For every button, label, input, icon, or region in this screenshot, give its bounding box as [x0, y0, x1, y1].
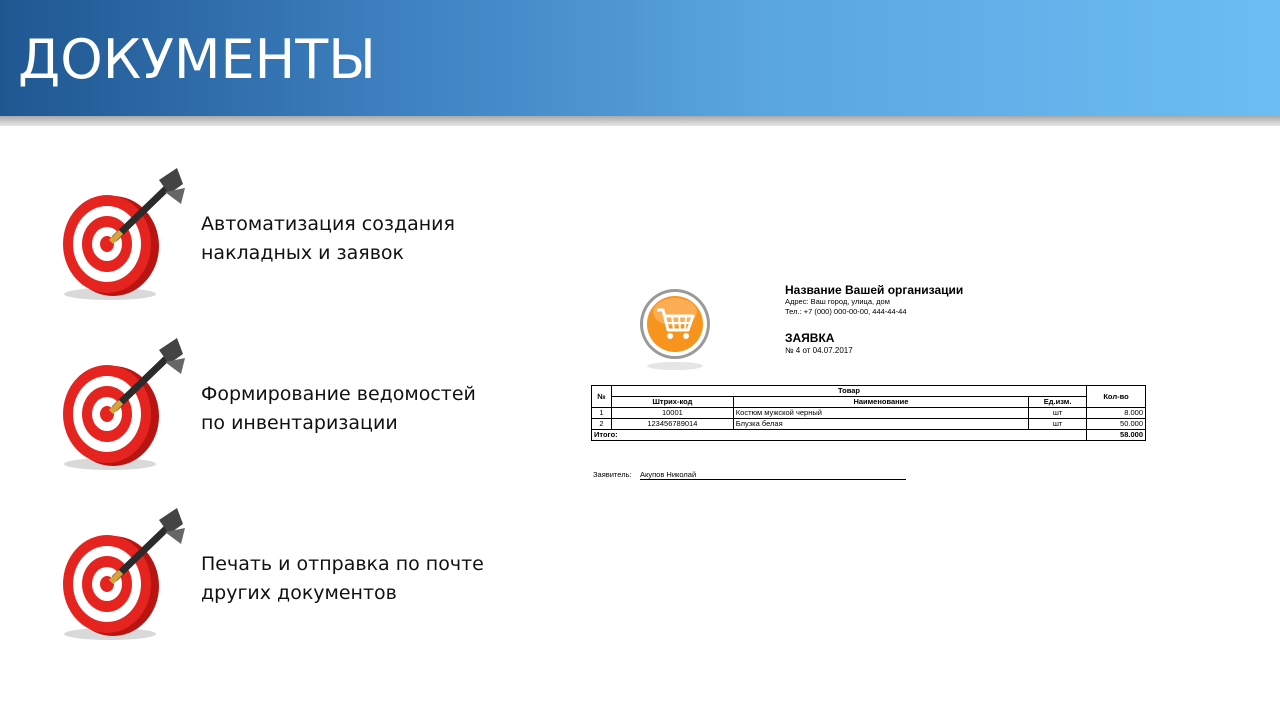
dart-target-icon — [55, 506, 190, 646]
column-header-no: № — [592, 386, 612, 408]
organization-name: Название Вашей организации — [785, 283, 964, 297]
cell-barcode: 123456789014 — [611, 419, 733, 430]
document-title: ЗАЯВКА — [785, 331, 835, 345]
total-value: 58.000 — [1087, 430, 1146, 441]
cell-name: Блузка белая — [733, 419, 1028, 430]
cell-unit: шт — [1029, 408, 1087, 419]
organization-address: Адрес: Ваш город, улица, дом — [785, 297, 890, 306]
cell-qty: 8.000 — [1087, 408, 1146, 419]
feature-text: Печать и отправка по почте других документов — [201, 553, 484, 604]
table-header-row — [592, 386, 1146, 397]
column-header-name: Наименование — [733, 397, 1028, 408]
column-header-unit: Ед.изм. — [1029, 397, 1087, 408]
table-subheader-row — [592, 397, 1146, 408]
feature-text: Формирование ведомостей по инвентаризации — [201, 383, 476, 434]
cell-qty: 50.000 — [1087, 419, 1146, 430]
total-label: Итого: — [592, 430, 1087, 441]
document-number: № 4 от 04.07.2017 — [785, 346, 853, 355]
feature-text: Автоматизация создания накладных и заявок — [201, 213, 455, 264]
shopping-cart-icon — [638, 286, 712, 376]
column-header-barcode: Штрих-код — [611, 397, 733, 408]
feature-item-1 — [55, 166, 495, 306]
cell-unit: шт — [1029, 419, 1087, 430]
feature-item-2 — [55, 336, 495, 476]
feature-item-3 — [55, 506, 495, 646]
dart-target-icon — [55, 336, 190, 476]
signer-label: Заявитель: — [593, 470, 632, 479]
table-total-row — [592, 430, 1146, 441]
page-title: ДОКУМЕНТЫ — [18, 28, 376, 91]
column-header-qty: Кол-во — [1087, 386, 1146, 408]
table-row — [592, 419, 1146, 430]
organization-phone: Тел.: +7 (000) 000-00-00, 444-44-44 — [785, 307, 907, 316]
cell-no: 1 — [592, 408, 612, 419]
cell-barcode: 10001 — [611, 408, 733, 419]
table-row — [592, 408, 1146, 419]
dart-target-icon — [55, 166, 190, 306]
header-divider — [0, 116, 1280, 126]
signature-line — [640, 479, 906, 480]
goods-table — [591, 385, 1146, 441]
document-preview — [590, 276, 1150, 486]
signer-value: Акупов Николай — [640, 470, 697, 479]
cell-name: Костюм мужской черный — [733, 408, 1028, 419]
cell-no: 2 — [592, 419, 612, 430]
header-bar — [0, 0, 1280, 116]
column-header-goods: Товар — [611, 386, 1086, 397]
